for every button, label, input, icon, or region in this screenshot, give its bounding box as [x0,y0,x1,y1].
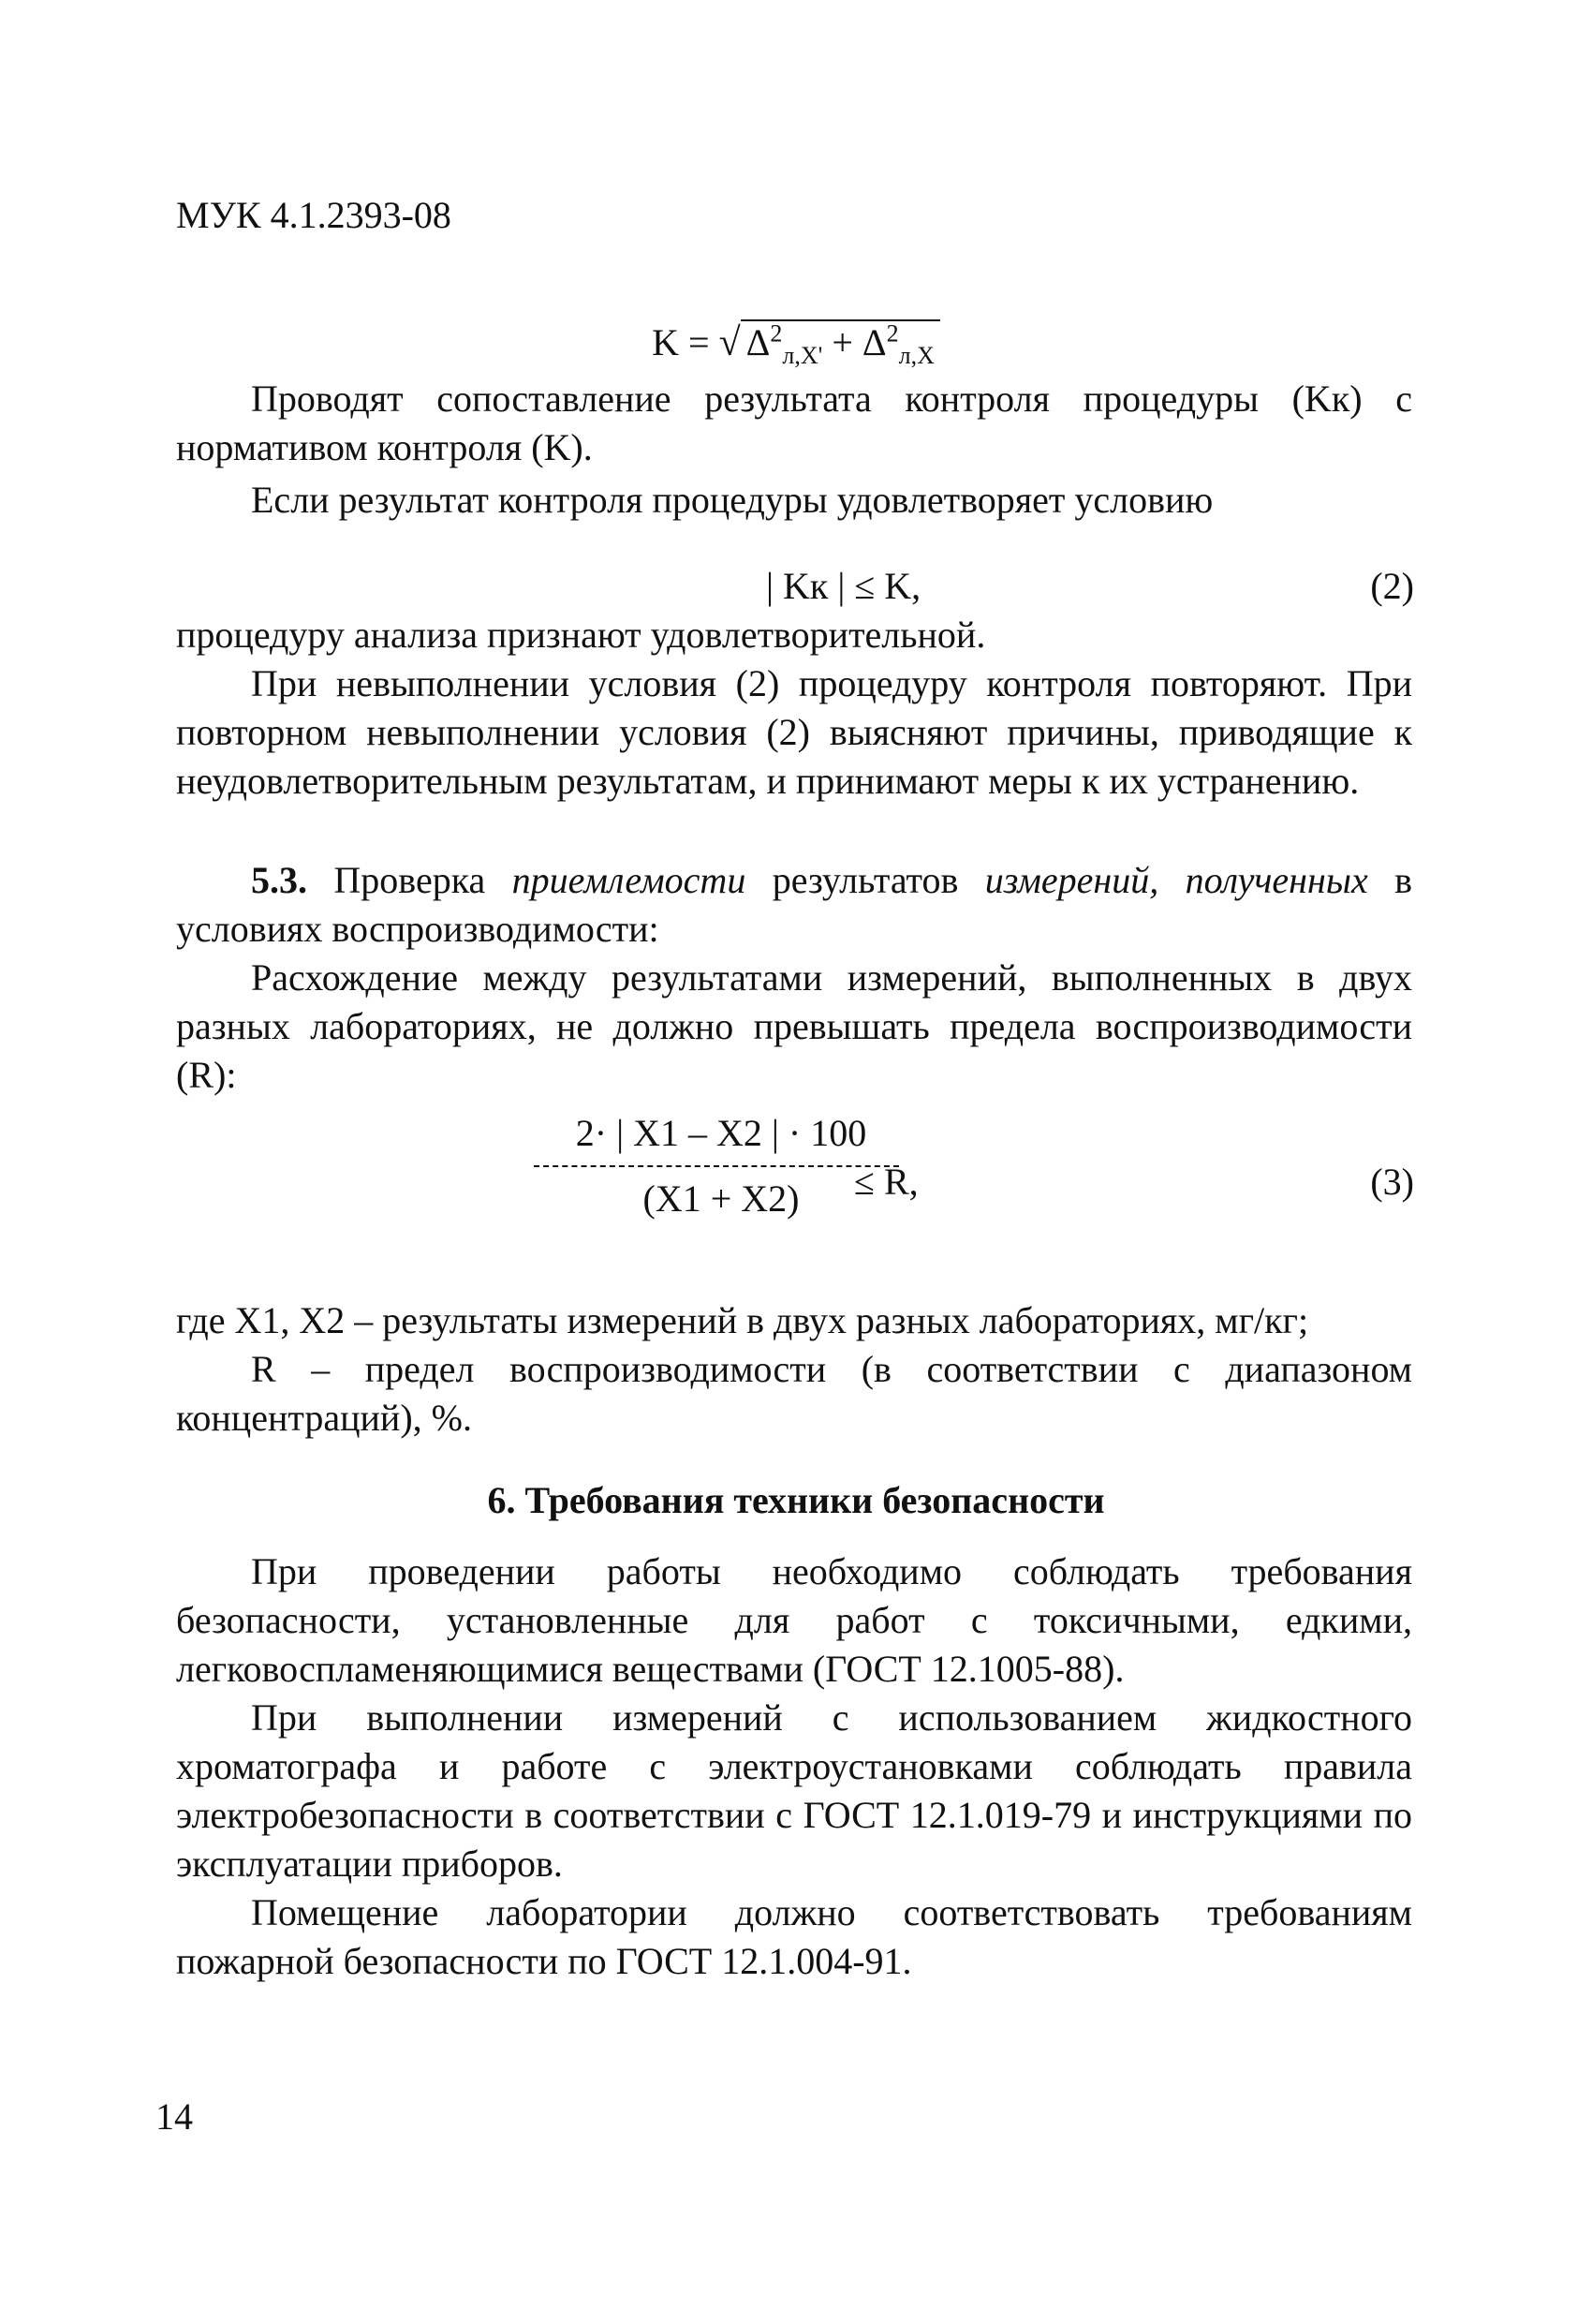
paragraph-r-definition: R – предел воспроизводимости (в соответствии с диапазоном концентраций), %. [176,1348,1412,1439]
sqrt-radicand [741,319,940,369]
page-number: 14 [155,2095,193,2138]
p5-text-e: в условиях воспроизводимости: [176,859,1413,950]
fraction-bar [534,1165,899,1167]
plus-sign: + [822,321,862,363]
p5-text-b: приемлемости [511,859,746,901]
delta-2: Δ [862,321,887,363]
p5-text-a: Проверка [307,859,512,901]
section-number-5-3: 5.3. [251,859,307,901]
document-header: МУК 4.1.2393-08 [176,194,451,236]
paragraph-5-3 [176,856,1412,954]
paragraph-safety-1: При проведении работы необходимо соблюдать требования безопасности, установленные для работ с токсичными, едкими, легковоспламеняющимися веществами (ГОСТ 12.1005-88). [176,1550,1412,1690]
paragraph-satisfactory: процедуру анализа признают удовлетворительной. [176,614,986,656]
delta-2-sub: л,X [898,342,935,369]
delta-2-sup: 2 [886,319,899,348]
equation-3-denominator: (X1 + X2) [642,1177,800,1220]
equation-2-number: (2) [1370,565,1414,607]
paragraph-repeat: При невыполнении условия (2) процедуру контроля повторяют. При повторном невыполнении условия (2) выясняют причины, приводящие к неудовлетворительным результатам, и принимают меры к их устранению. [176,662,1412,802]
p5-text-d: измерений, полученных [984,859,1368,901]
paragraph-condition: Если результат контроля процедуры удовлетворяет условию [251,479,1214,521]
equation-3-numerator: 2· | X1 – X2 | · 100 [575,1112,867,1154]
formula-k [0,318,1592,367]
paragraph-safety-3: Помещение лаборатории должно соответствовать требованиям пожарной безопасности по ГОСТ 12.1.004-91. [176,1891,1412,1982]
sqrt-symbol: √ [718,321,741,364]
delta-1-sub: л,X' [782,342,823,369]
formula-k-lhs: K = [652,321,719,363]
paragraph-comparison: Проводят сопоставление результата контроля процедуры (Kк) с нормативом контроля (K). [176,377,1412,468]
delta-1: Δ [745,321,771,363]
paragraph-where: где X1, X2 – результаты измерений в двух разных лабораториях, мг/кг; [176,1299,1309,1341]
section-6-title: 6. Требования техники безопасности [487,1479,1105,1521]
delta-1-sup: 2 [770,319,783,348]
paragraph-discrepancy: Расхождение между результатами измерений, выполненных в двух разных лабораториях, не должно превышать предела воспроизводимости (R): [176,956,1412,1096]
equation-3-le: ≤ R, [854,1161,919,1203]
equation-2-expression: | Kк | ≤ K, [766,565,921,607]
paragraph-safety-2: При выполнении измерений с использованием жидкостного хроматографа и работе с электроустановками соблюдать правила электробезопасности в соответствии с ГОСТ 12.1.019-79 и инструкциями по эксплуатации приборов. [176,1696,1412,1885]
equation-3-number: (3) [1370,1161,1414,1203]
p5-text-c: результатов [745,859,985,901]
